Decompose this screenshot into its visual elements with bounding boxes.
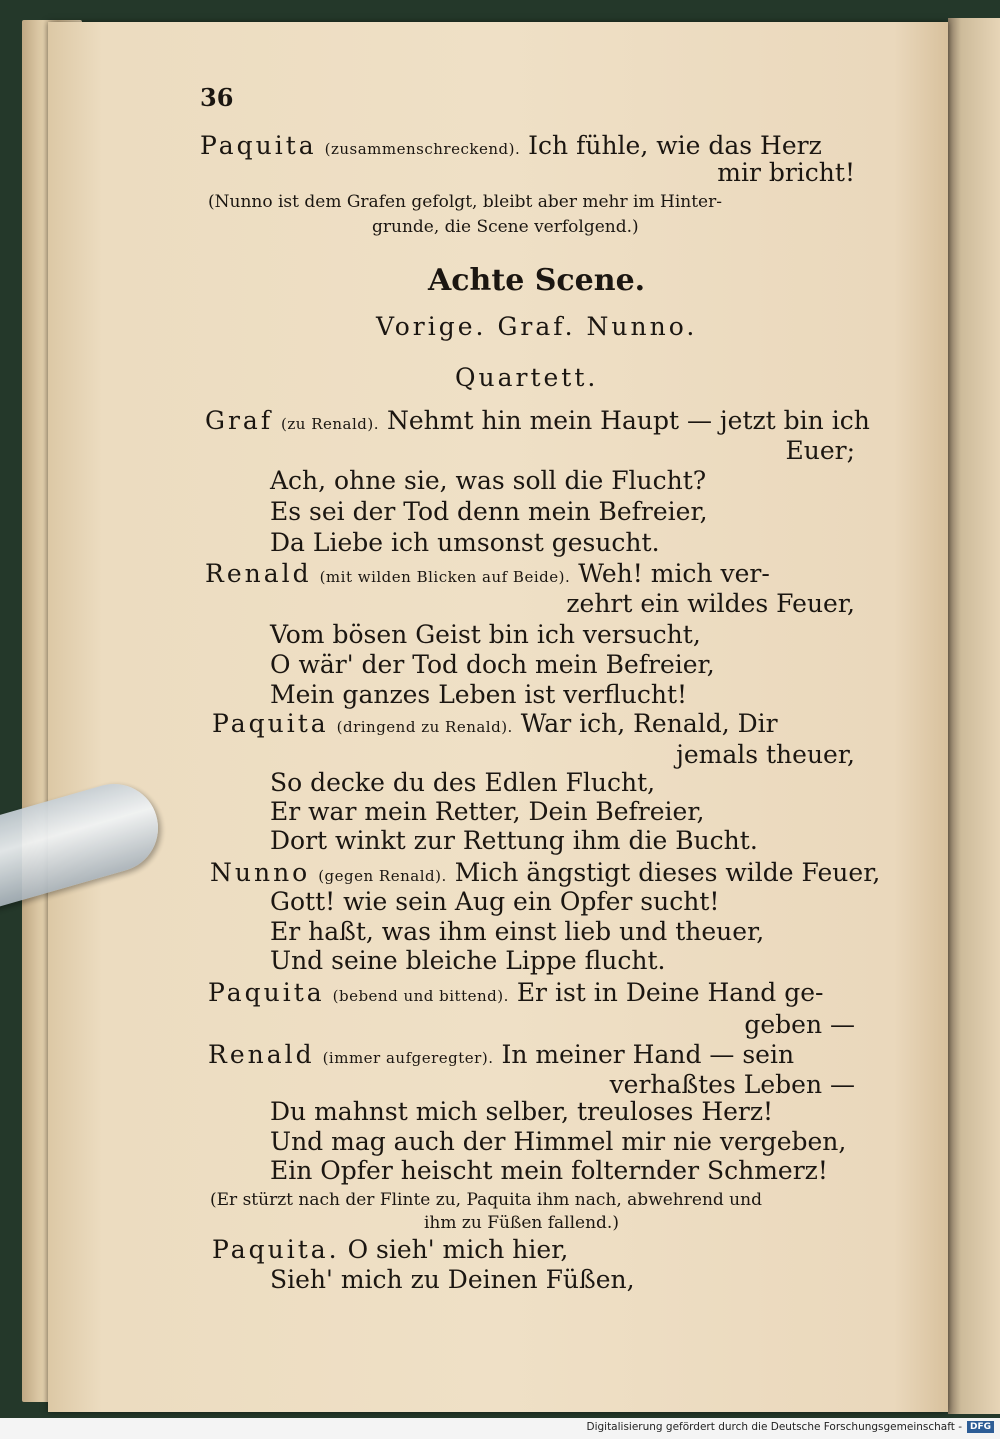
section-title: Quartett. (455, 363, 599, 392)
line-30: verhaßtes Leben — (609, 1070, 855, 1099)
verse: Er ist in Deine Hand ge- (516, 978, 824, 1007)
line-31: Du mahnst mich selber, treuloses Herz! (270, 1097, 774, 1126)
line-17: Mein ganzes Leben ist verflucht! (270, 680, 688, 709)
verse: Weh! mich ver- (578, 559, 770, 588)
line-25: Er haßt, was ihm einst lieb und theuer, (270, 917, 765, 946)
speaker: Paquita (200, 131, 317, 160)
speaker: Graf (205, 406, 274, 435)
line-34: (Er stürzt nach der Flinte zu, Paquita ihm nach, abwehrend und (210, 1190, 762, 1210)
verse: War ich, Renald, Dir (520, 709, 778, 738)
line-21: Er war mein Retter, Dein Befreier, (270, 797, 705, 826)
stage-direction: (dringend zu Renald). (336, 718, 513, 736)
line-29 (208, 1040, 794, 1073)
stage-direction: (zusammenschreckend). (324, 140, 521, 158)
line-15: Vom bösen Geist bin ich versucht, (270, 620, 701, 649)
stage-direction: (bebend und bittend). (332, 987, 509, 1005)
speaker: Nunno (210, 858, 311, 887)
cast-line: Vorige. Graf. Nunno. (376, 312, 698, 341)
line-13 (205, 559, 770, 592)
verse: O sieh' mich hier, (347, 1235, 569, 1264)
line-8 (205, 406, 870, 439)
line-4: grunde, die Scene verfolgend.) (372, 217, 639, 237)
stage-direction: (gegen Renald). (318, 867, 447, 885)
line-26: Und seine bleiche Lippe flucht. (270, 946, 666, 975)
line-36 (212, 1235, 568, 1265)
speaker: Paquita (208, 978, 325, 1007)
scene-title: Achte Scene. (428, 263, 646, 298)
speaker: Renald (208, 1040, 315, 1069)
line-28: geben — (744, 1010, 855, 1039)
line-3: (Nunno ist dem Grafen gefolgt, bleibt aber mehr im Hinter- (208, 192, 722, 212)
line-16: O wär' der Tod doch mein Befreier, (270, 650, 715, 679)
facing-page-edge (948, 18, 1000, 1414)
speaker: Renald (205, 559, 312, 588)
speaker: Paquita (212, 709, 329, 738)
footer-credit: Digitalisierung gefördert durch die Deutsche Forschungsgemeinschaft - (586, 1421, 962, 1433)
stage-direction: (immer aufgeregter). (322, 1049, 494, 1067)
line-14: zehrt ein wildes Feuer, (566, 589, 855, 618)
line-11: Es sei der Tod denn mein Befreier, (270, 497, 708, 526)
verse: Ich fühle, wie das Herz (528, 131, 822, 160)
line-37: Sieh' mich zu Deinen Füßen, (270, 1265, 635, 1294)
line-35: ihm zu Füßen fallend.) (424, 1213, 619, 1233)
dfg-logo: DFG (967, 1421, 994, 1433)
page-number: 36 (200, 83, 234, 112)
line-12: Da Liebe ich umsonst gesucht. (270, 528, 660, 557)
line-33: Ein Opfer heischt mein folternder Schmerz! (270, 1156, 828, 1185)
stage-direction: (zu Renald). (281, 415, 380, 433)
line-27 (208, 978, 824, 1011)
line-24: Gott! wie sein Aug ein Opfer sucht! (270, 887, 720, 916)
line-32: Und mag auch der Himmel mir nie vergeben, (270, 1127, 847, 1156)
line-22: Dort winkt zur Rettung ihm die Bucht. (270, 826, 758, 855)
stage-direction: (mit wilden Blicken auf Beide). (319, 568, 571, 586)
line-19: jemals theuer, (676, 740, 855, 769)
speaker: Paquita. (212, 1235, 340, 1264)
verse: Nehmt hin mein Haupt — jetzt bin ich (386, 406, 870, 435)
verse: In meiner Hand — sein (501, 1040, 795, 1069)
line-18 (212, 709, 778, 742)
verse: Mich ängstigt dieses wilde Feuer, (454, 858, 881, 887)
line-20: So decke du des Edlen Flucht, (270, 768, 656, 797)
line-10: Ach, ohne sie, was soll die Flucht? (270, 466, 707, 495)
line-9: Euer; (785, 436, 855, 465)
line-2: mir bricht! (717, 158, 855, 187)
